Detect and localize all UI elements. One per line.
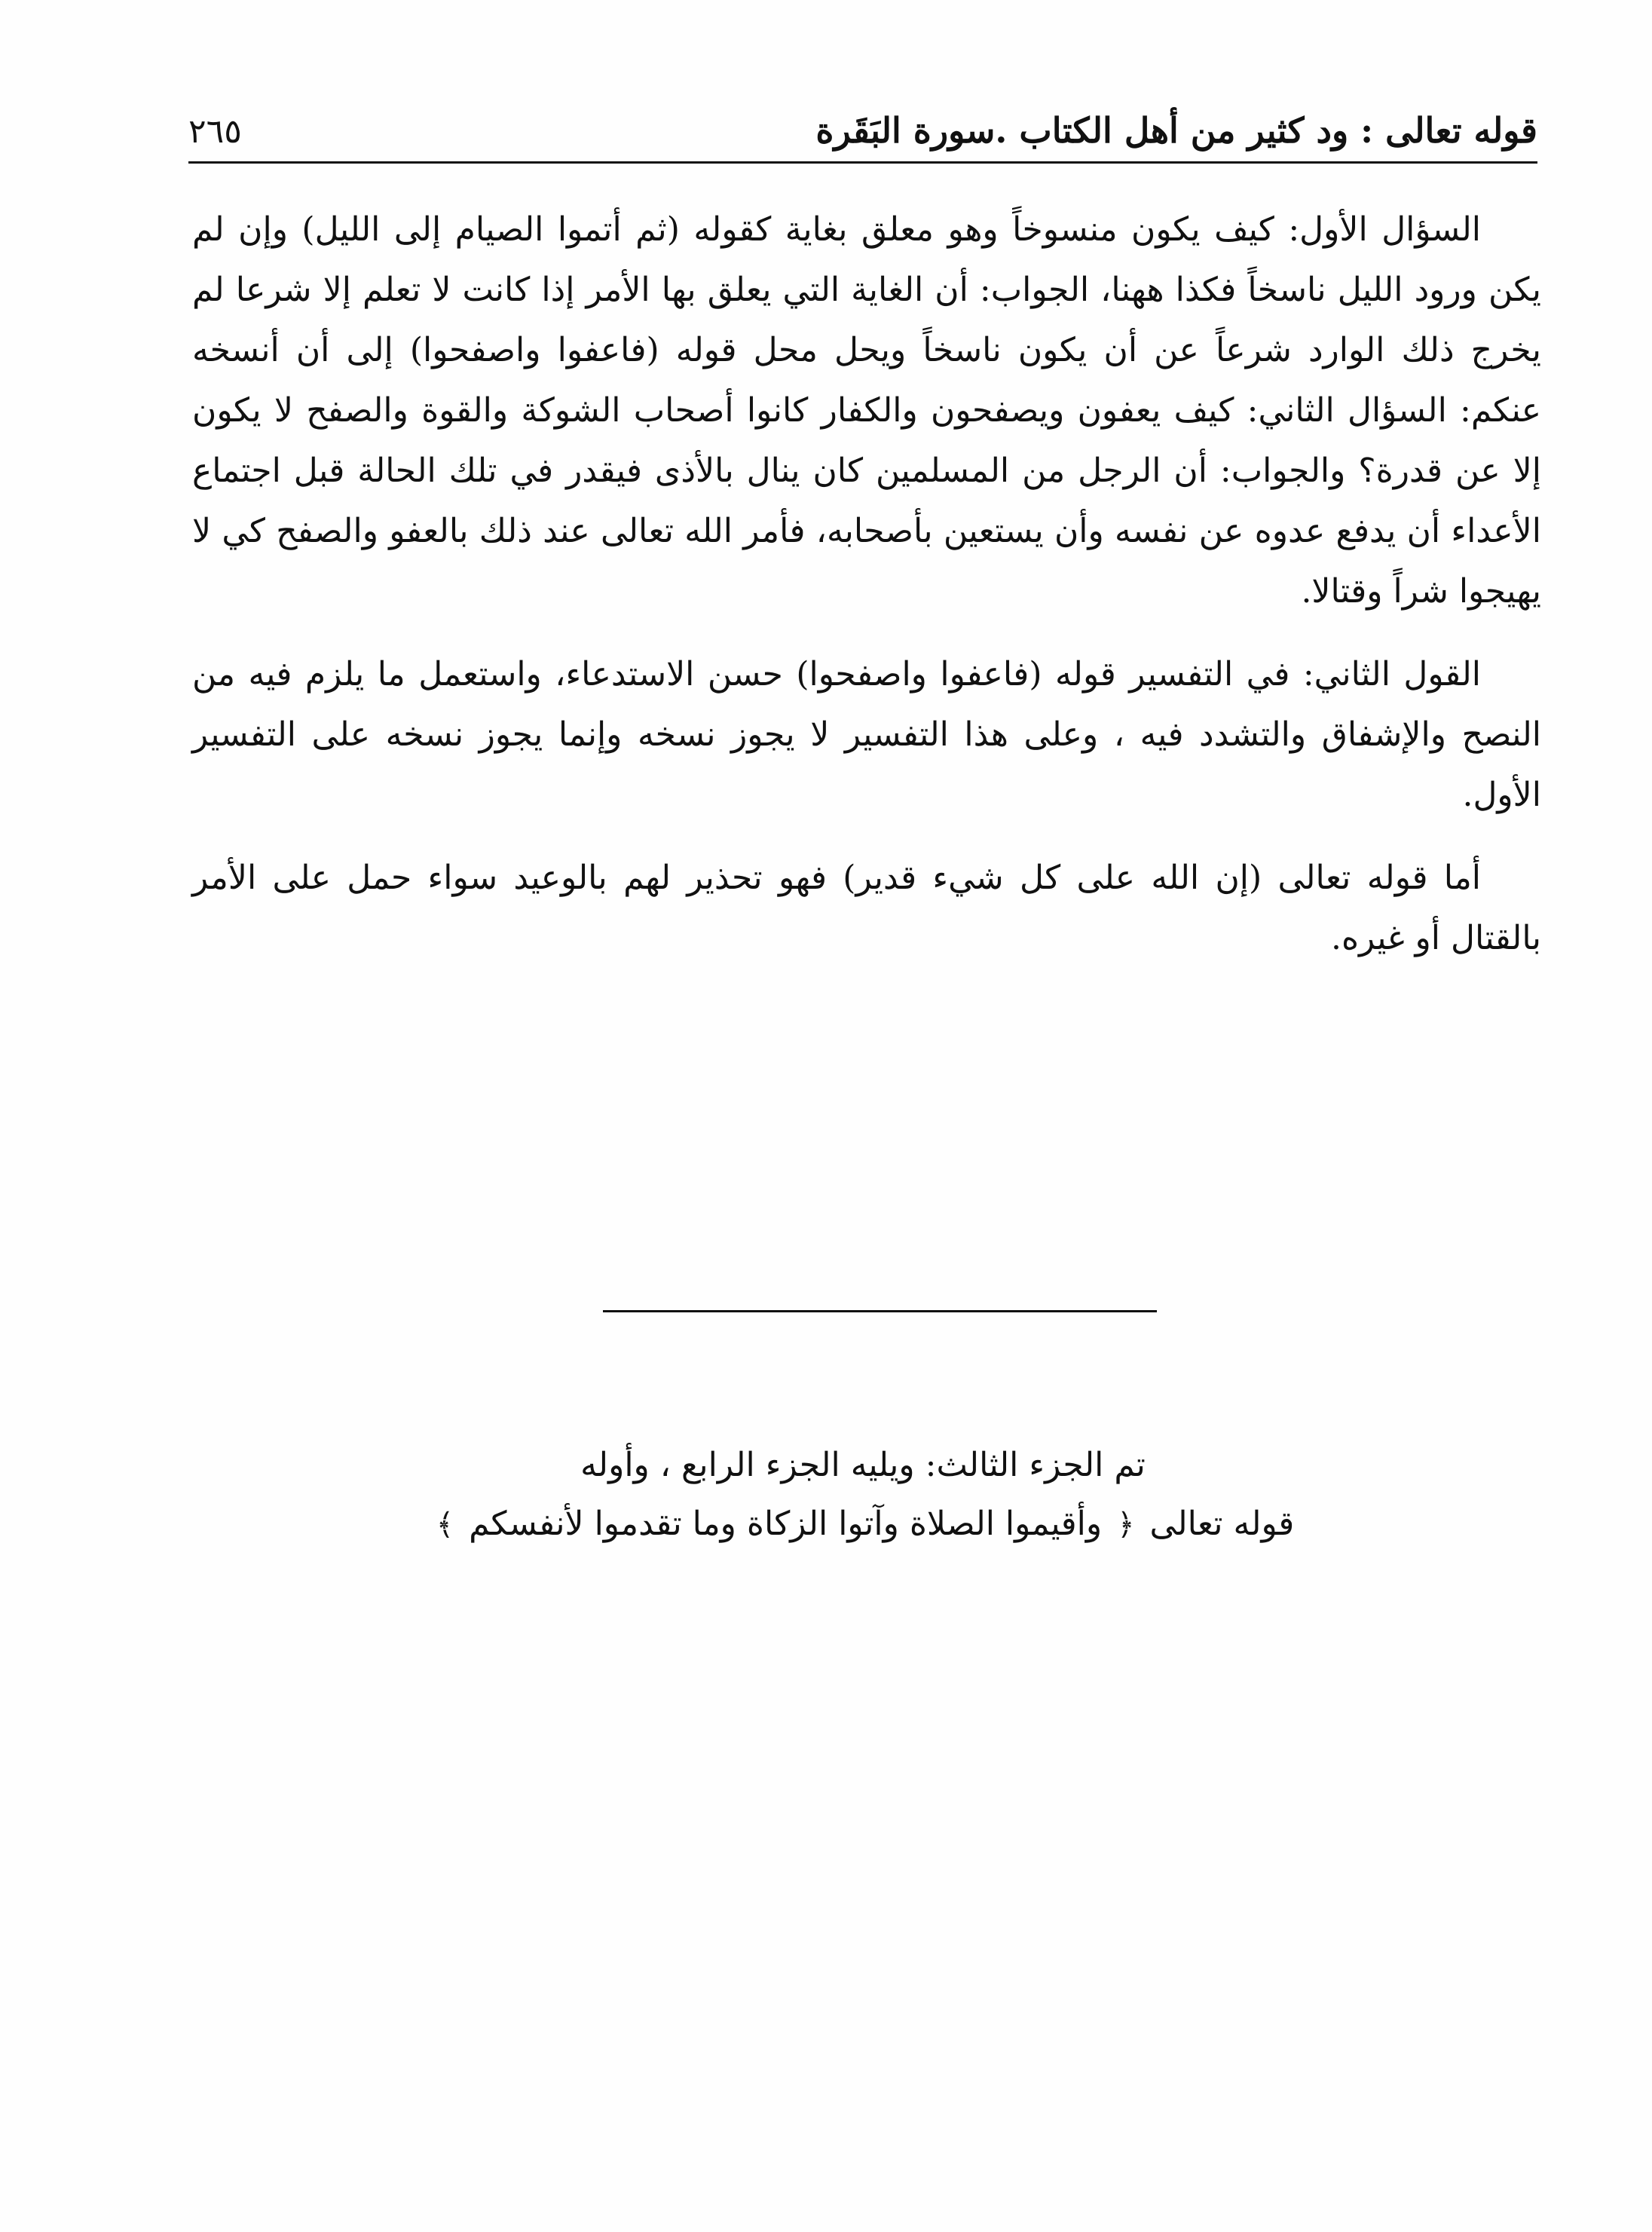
header-title: قوله تعالى : ود كثير من أهل الكتاب .سورة البَقَرة <box>815 110 1537 151</box>
paragraph-1: السؤال الأول: كيف يكون منسوخاً وهو معلق بغاية كقوله (ثم أتموا الصيام إلى الليل) وإن لم يكن ورود الليل ناسخاً فكذا ههنا، الجواب: أن الغاية التي يعلق بها الأمر إذا كانت لا تعلم إلا شرعا لم يخرج ذلك الوارد شرعاً عن أن يكون ناسخاً ويحل محل قوله (فاعفوا واصفحوا) إلى أن أنسخه عنكم: السؤال الثاني: كيف يعفون ويصفحون والكفار كانوا أصحاب الشوكة والقوة والصفح لا يكون إلا عن قدرة؟ والجواب: أن الرجل من المسلمين كان ينال بالأذى فيقدر في تلك الحالة قبل اجتماع الأعداء أن يدفع عدوه عن نفسه وأن يستعين بأصحابه، فأمر الله تعالى عند ذلك بالعفو والصفح كي لا يهيجوا شراً وقتالا. <box>192 210 1542 611</box>
section-divider <box>603 1310 1157 1312</box>
header-rule <box>188 161 1537 164</box>
paragraph-3: أما قوله تعالى (إن الله على كل شيء قدير) فهو تحذير لهم بالوعيد سواء حمل على الأمر بالقتال أو غيره. <box>192 859 1541 957</box>
paragraph-2: القول الثاني: في التفسير قوله (فاعفوا واصفحوا) حسن الاستدعاء، واستعمل ما يلزم فيه من النصح والإشفاق والتشدد فيه ، وعلى هذا التفسير لا يجوز نسخه وإنما يجوز نسخه على التفسير الأول. <box>192 655 1541 814</box>
colophon-prefix: قوله تعالى <box>1149 1505 1295 1543</box>
running-header <box>188 90 1537 151</box>
colophon-line-2 <box>188 1495 1537 1554</box>
ornament-close-icon: ﴾ <box>436 1508 454 1542</box>
ornament-open-icon: ﴿ <box>1117 1508 1135 1542</box>
body-text <box>192 200 1541 991</box>
page-number: ٢٦٥ <box>188 112 242 151</box>
colophon <box>188 1436 1537 1554</box>
colophon-line-1: تم الجزء الثالث: ويليه الجزء الرابع ، وأوله <box>580 1446 1146 1484</box>
colophon-verse: وأقيموا الصلاة وآتوا الزكاة وما تقدموا لأنفسكم <box>469 1505 1103 1543</box>
